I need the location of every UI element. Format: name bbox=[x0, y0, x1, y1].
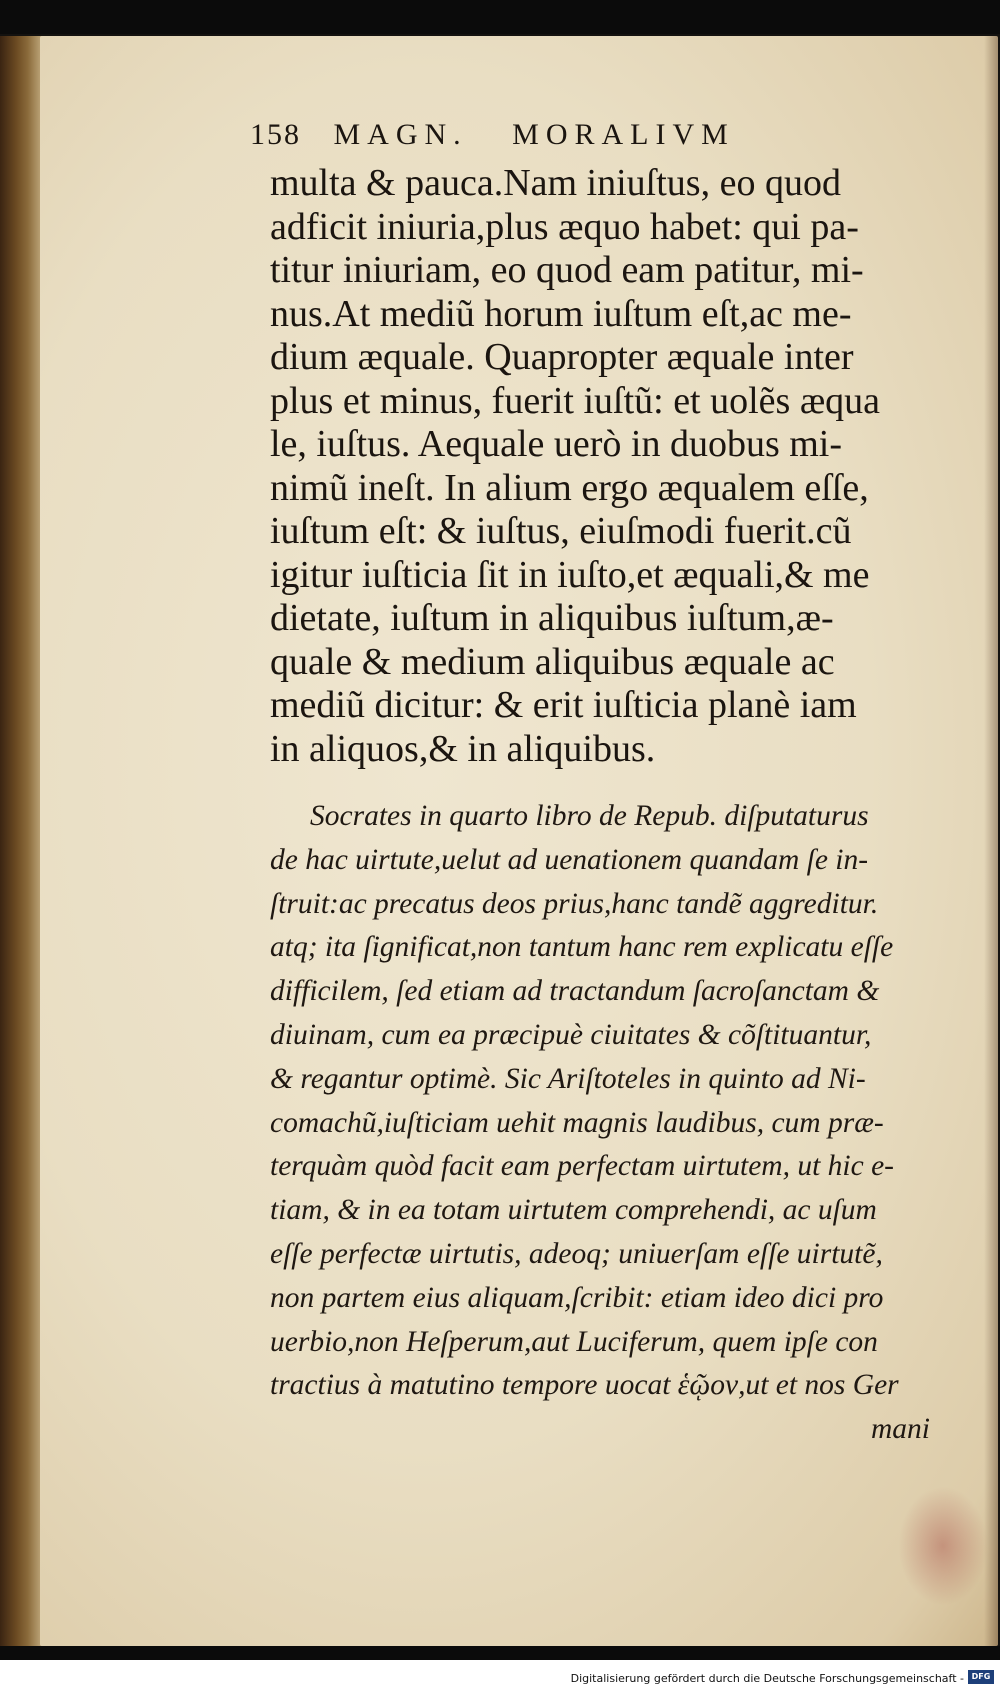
page-gutter-shadow bbox=[984, 36, 998, 1646]
text-line: titur iniuriam, eo quod eam patitur, mi- bbox=[270, 249, 864, 291]
main-text-block bbox=[270, 162, 940, 771]
text-line: in aliquos,& in aliquibus. bbox=[270, 727, 656, 770]
commentary-block bbox=[270, 795, 940, 1452]
commentary-line: Socrates in quarto libro de Repub. diſputaturus bbox=[310, 800, 869, 832]
text-line: nus.At mediũ horum iuſtum eſt,ac me- bbox=[270, 292, 852, 335]
running-header bbox=[250, 118, 910, 152]
text-line: dium æquale. Quapropter æquale inter bbox=[270, 336, 854, 378]
text-line: adficit iniuria,plus æquo habet: qui pa- bbox=[270, 205, 859, 248]
dfg-logo: DFG bbox=[968, 1670, 994, 1684]
commentary-line: tractius à matutino tempore uocat ἑῷον,ut et nos Ger bbox=[270, 1369, 899, 1402]
commentary-line: terquàm quòd facit eam perfectam uirtutem, ut hic e- bbox=[270, 1150, 895, 1183]
page-stain bbox=[898, 1486, 988, 1606]
commentary-line: de hac uirtute,uelut ad uenationem quandam ſe in- bbox=[270, 843, 869, 876]
commentary-line: uerbio,non Heſperum,aut Luciferum, quem ipſe con bbox=[270, 1325, 878, 1358]
commentary-line: diuinam, cum ea præcipuè ciuitates & cõſtituantur, bbox=[270, 1018, 872, 1051]
catchword: mani bbox=[871, 1413, 930, 1446]
page-number: 158 bbox=[250, 118, 301, 151]
text-line: plus et minus, fuerit iuſtũ: et uolẽs æqua bbox=[270, 379, 881, 422]
text-line: quale & medium aliquibus æquale ac bbox=[270, 640, 835, 683]
text-line: igitur iuſticia ſit in iuſto,et æquali,& me bbox=[270, 553, 870, 596]
commentary-line: comachũ,iuſticiam uehit magnis laudibus, cum præ- bbox=[270, 1106, 884, 1139]
footer-credit: Digitalisierung gefördert durch die Deutsche Forschungsgemeinschaft - bbox=[570, 1672, 964, 1685]
text-line: dietate, iuſtum in aliquibus iuſtum,æ- bbox=[270, 597, 834, 639]
commentary-line: eſſe perfectæ uirtutis, adeoq; uniuerſam eſſe uirtutẽ, bbox=[270, 1237, 883, 1270]
running-title-moralium: MORALIVM bbox=[512, 118, 735, 151]
commentary-line: atq; ita ſignificat,non tantum hanc rem explicatu eſſe bbox=[270, 931, 894, 964]
text-line: le, iuſtus. Aequale uerò in duobus mi- bbox=[270, 423, 843, 465]
text-line: multa & pauca.Nam iniuſtus, eo quod bbox=[270, 162, 841, 204]
commentary-line: difficilem, ſed etiam ad tractandum ſacroſanctam & bbox=[270, 975, 880, 1008]
commentary-line: & regantur optimè. Sic Ariſtoteles in quinto ad Ni- bbox=[270, 1062, 866, 1095]
text-line: iuſtum eſt: & iuſtus, eiuſmodi fuerit.cũ bbox=[270, 510, 852, 552]
commentary-line: ſtruit:ac precatus deos prius,hanc tandẽ aggreditur. bbox=[270, 887, 879, 920]
running-title-magn: MAGN. bbox=[333, 118, 468, 151]
text-line: nimũ ineſt. In alium ergo æqualem eſſe, bbox=[270, 466, 869, 509]
commentary-line: non partem eius aliquam,ſcribit: etiam ideo dici pro bbox=[270, 1281, 884, 1314]
text-line: mediũ dicitur: & erit iuſticia planè iam bbox=[270, 684, 857, 726]
commentary-line: tiam, & in ea totam uirtutem comprehendi, ac uſum bbox=[270, 1194, 877, 1227]
